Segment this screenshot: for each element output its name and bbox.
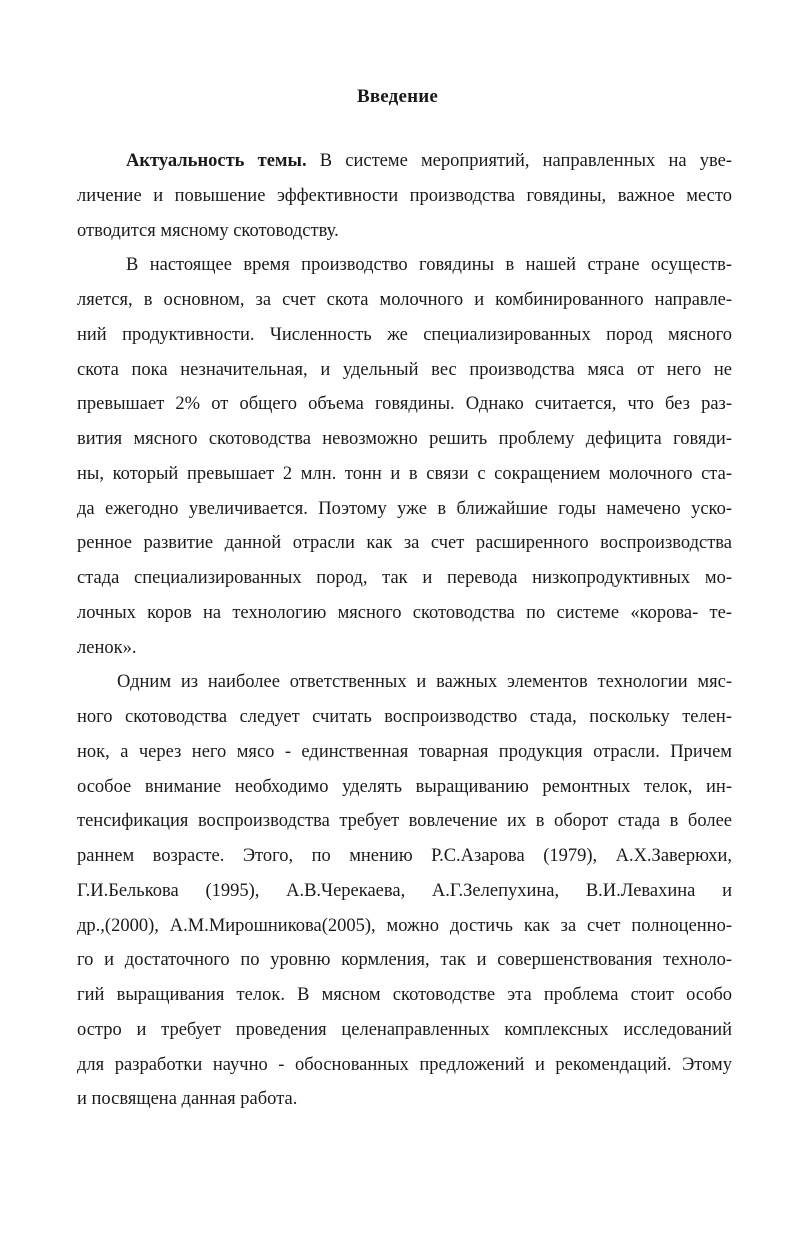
- text-line: Г.И.Белькова (1995), А.В.Черекаева, А.Г.Зелепухина, В.И.Левахина и: [77, 880, 732, 901]
- text-line: Одним из наиболее ответственных и важных элементов технологии мяс-: [117, 672, 732, 693]
- text-line: особое внимание необходимо уделять выращиванию ремонтных телок, ин-: [77, 776, 732, 797]
- text-line: остро и требует проведения целенаправленных комплексных исследований: [77, 1019, 732, 1040]
- text-line: го и достаточного по уровню кормления, так и совершенствования техноло-: [77, 950, 732, 971]
- text-line: ний продуктивности. Численность же специализированных пород мясного: [77, 324, 732, 345]
- text-line: [77, 150, 732, 185]
- text-line: гий выращивания телок. В мясном скотоводстве эта проблема стоит особо: [77, 985, 732, 1005]
- text-line: ны, который превышает 2 млн. тонн и в связи с сокращением молочного ста-: [77, 463, 732, 484]
- section-lead: Актуальность темы.: [126, 151, 307, 171]
- text-line: да ежегодно увеличивается. Поэтому уже в ближайшие годы намечено уско-: [77, 498, 732, 519]
- text-line: тенсификация воспроизводства требует вовлечение их в оборот стада в более: [77, 811, 732, 832]
- text-line: личение и повышение эффективности производства говядины, важное место: [77, 185, 732, 206]
- text-line: лочных коров на технологию мясного скотоводства по системе «корова- те-: [77, 602, 732, 623]
- text-line: скота пока незначительная, и удельный вес производства мяса от него не: [77, 359, 732, 380]
- text-line: др.,(2000), А.М.Мирошникова(2005), можно достичь как за счет полноценно-: [77, 915, 732, 936]
- document-body: [77, 150, 732, 1123]
- text-line: ленок».: [77, 637, 137, 658]
- page-title: Введение: [356, 86, 439, 107]
- text-line: превышает 2% от общего объема говядины. Однако считается, что без раз-: [77, 394, 732, 415]
- text-line: стада специализированных пород, так и перевода низкопродуктивных мо-: [77, 568, 732, 588]
- text-line-content: В системе мероприятий, направленных на уве-: [306, 151, 732, 171]
- text-line: ляется, в основном, за счет скота молочного и комбинированного направле-: [77, 290, 732, 310]
- text-line: раннем возрасте. Этого, по мнению Р.С.Азарова (1979), А.Х.Заверюхи,: [77, 846, 732, 866]
- text-line: вития мясного скотоводства невозможно решить проблему дефицита говяди-: [77, 429, 732, 449]
- text-line: ного скотоводства следует считать воспроизводство стада, поскольку телен-: [77, 707, 732, 727]
- text-line: и посвящена данная работа.: [77, 1089, 298, 1110]
- text-line: нок, а через него мясо - единственная товарная продукция отрасли. Причем: [77, 741, 732, 762]
- text-line: В настоящее время производство говядины в нашей стране осуществ-: [126, 255, 732, 276]
- text-line: отводится мясному скотоводству.: [77, 220, 339, 241]
- text-line: ренное развитие данной отрасли как за счет расширенного воспроизводства: [77, 533, 732, 554]
- text-line: для разработки научно - обоснованных предложений и рекомендаций. Этому: [77, 1054, 732, 1075]
